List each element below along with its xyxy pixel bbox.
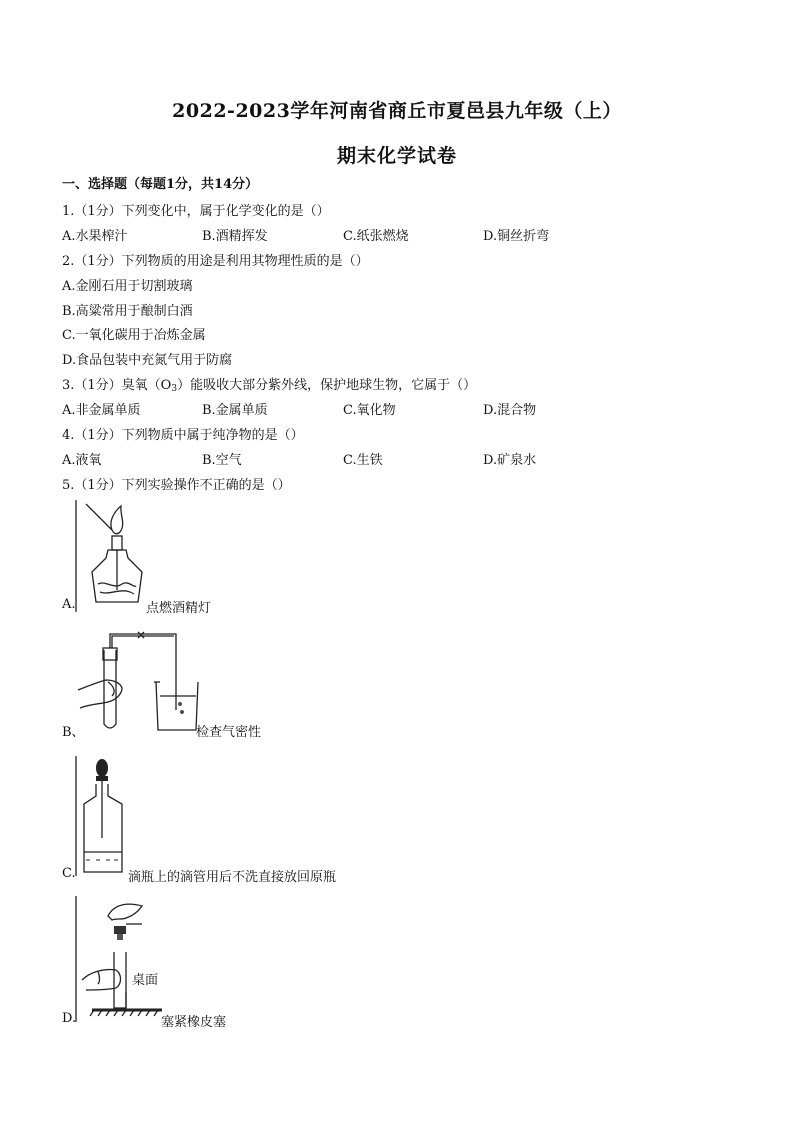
q5-option-c-letter: C. (62, 866, 76, 881)
q3-option-c: C.氧化物 (343, 403, 396, 418)
q4-option-d: D.矿泉水 (483, 453, 537, 468)
dropper-bottle-figure (76, 756, 136, 881)
exam-title-line1: 2022-2023学年河南省商丘市夏邑县九年级（上） (172, 100, 622, 122)
q2-option-b: B.高粱常用于酿制白酒 (62, 304, 193, 319)
q4-option-c: C.生铁 (343, 453, 383, 468)
q3-stem-post: ）能吸收大部分紫外线，保护地球生物，它属于（） (177, 378, 477, 393)
q5-option-d-desk-label: 桌面 (132, 973, 159, 988)
q1-option-a: A.水果榨汁 (62, 229, 128, 244)
q5-option-d-caption: 塞紧橡皮塞 (161, 1015, 227, 1030)
q1-option-c: C.纸张燃烧 (343, 229, 409, 244)
rubber-stopper-figure (76, 896, 166, 1026)
q1-option-d: D.铜丝折弯 (483, 229, 550, 244)
question-4-stem: 4.（1分）下列物质中属于纯净物的是（） (62, 428, 304, 443)
q2-option-c: C.一氧化碳用于冶炼金属 (62, 328, 206, 343)
q1-option-b: B.酒精挥发 (202, 229, 268, 244)
q5-option-b-letter: B、 (62, 725, 85, 740)
q4-option-b: B.空气 (202, 453, 242, 468)
q3-stem-pre: 3.（1分）臭氧（O (62, 378, 172, 393)
q5-option-a-caption: 点燃酒精灯 (146, 601, 212, 616)
q4-option-a: A.液氧 (62, 453, 102, 468)
q3-option-b: B.金属单质 (202, 403, 268, 418)
q3-option-d: D.混合物 (483, 403, 537, 418)
q5-option-a-letter: A. (62, 597, 76, 612)
question-1-stem: 1.（1分）下列变化中，属于化学变化的是（） (62, 204, 330, 219)
q3-stem-subscript: 3 (171, 384, 178, 394)
exam-title-line2: 期末化学试卷 (336, 145, 457, 167)
section-heading: 一、选择题（每题1分，共14分） (62, 177, 259, 192)
airtightness-check-figure (76, 630, 201, 740)
q2-option-a: A.金刚石用于切割玻璃 (62, 279, 193, 294)
q5-option-c-caption: 滴瓶上的滴管用后不洗直接放回原瓶 (128, 870, 337, 885)
question-2-stem: 2.（1分）下列物质的用途是利用其物理性质的是（） (62, 254, 369, 269)
alcohol-lamp-figure (76, 500, 156, 615)
q5-option-d-letter: D. (62, 1011, 77, 1026)
q2-option-d: D.食品包装中充氮气用于防腐 (62, 353, 233, 368)
q5-option-b-caption: 检查气密性 (196, 725, 262, 740)
question-3-stem (62, 374, 476, 394)
question-5-stem: 5.（1分）下列实验操作不正确的是（） (62, 478, 291, 493)
q3-option-a: A.非金属单质 (62, 403, 141, 418)
